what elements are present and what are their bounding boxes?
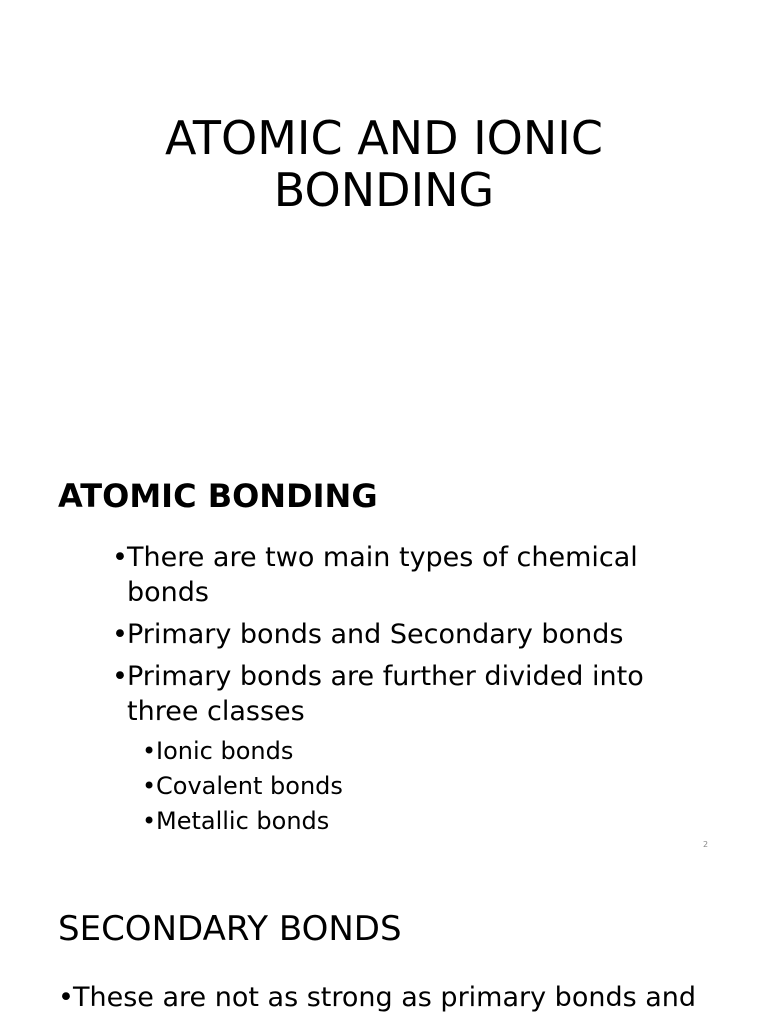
list-item	[142, 734, 343, 769]
list-item	[112, 540, 672, 610]
bullet-glyph: •	[112, 619, 128, 650]
slide-heading: SECONDARY BONDS	[58, 909, 402, 949]
atomic-bonding-slide	[0, 430, 768, 860]
bullet-text: Primary bonds and Secondary bonds	[127, 619, 624, 650]
sub-bullet-text: Ionic bonds	[156, 737, 294, 765]
sub-bullet-list	[142, 734, 343, 839]
bullet-glyph: •	[142, 807, 157, 835]
bullet-text: Primary bonds are further divided into three classes	[127, 661, 644, 727]
list-item	[58, 980, 698, 1015]
bullet-text: These are not as strong as primary bonds and	[73, 982, 697, 1013]
bullet-glyph: •	[142, 737, 157, 765]
bullet-glyph: •	[58, 982, 74, 1013]
slide-heading: ATOMIC BONDING	[58, 477, 378, 515]
sub-bullet-text: Metallic bonds	[156, 807, 330, 835]
sub-bullet-text: Covalent bonds	[156, 772, 343, 800]
list-item	[112, 659, 672, 729]
bullet-list	[58, 980, 698, 1015]
page-number: 2	[703, 840, 709, 849]
list-item	[142, 804, 343, 839]
title-line-2: BONDING	[273, 163, 495, 217]
bullet-glyph: •	[112, 542, 128, 573]
bullet-list	[112, 540, 672, 736]
bullet-text: There are two main types of chemical bonds	[127, 542, 638, 608]
title-line-1: ATOMIC AND IONIC	[165, 111, 603, 165]
presentation-title	[0, 112, 768, 216]
list-item	[142, 769, 343, 804]
bullet-glyph: •	[112, 661, 128, 692]
bullet-glyph: •	[142, 772, 157, 800]
list-item	[112, 617, 672, 652]
secondary-bonds-slide	[0, 860, 768, 1024]
title-slide	[0, 0, 768, 430]
